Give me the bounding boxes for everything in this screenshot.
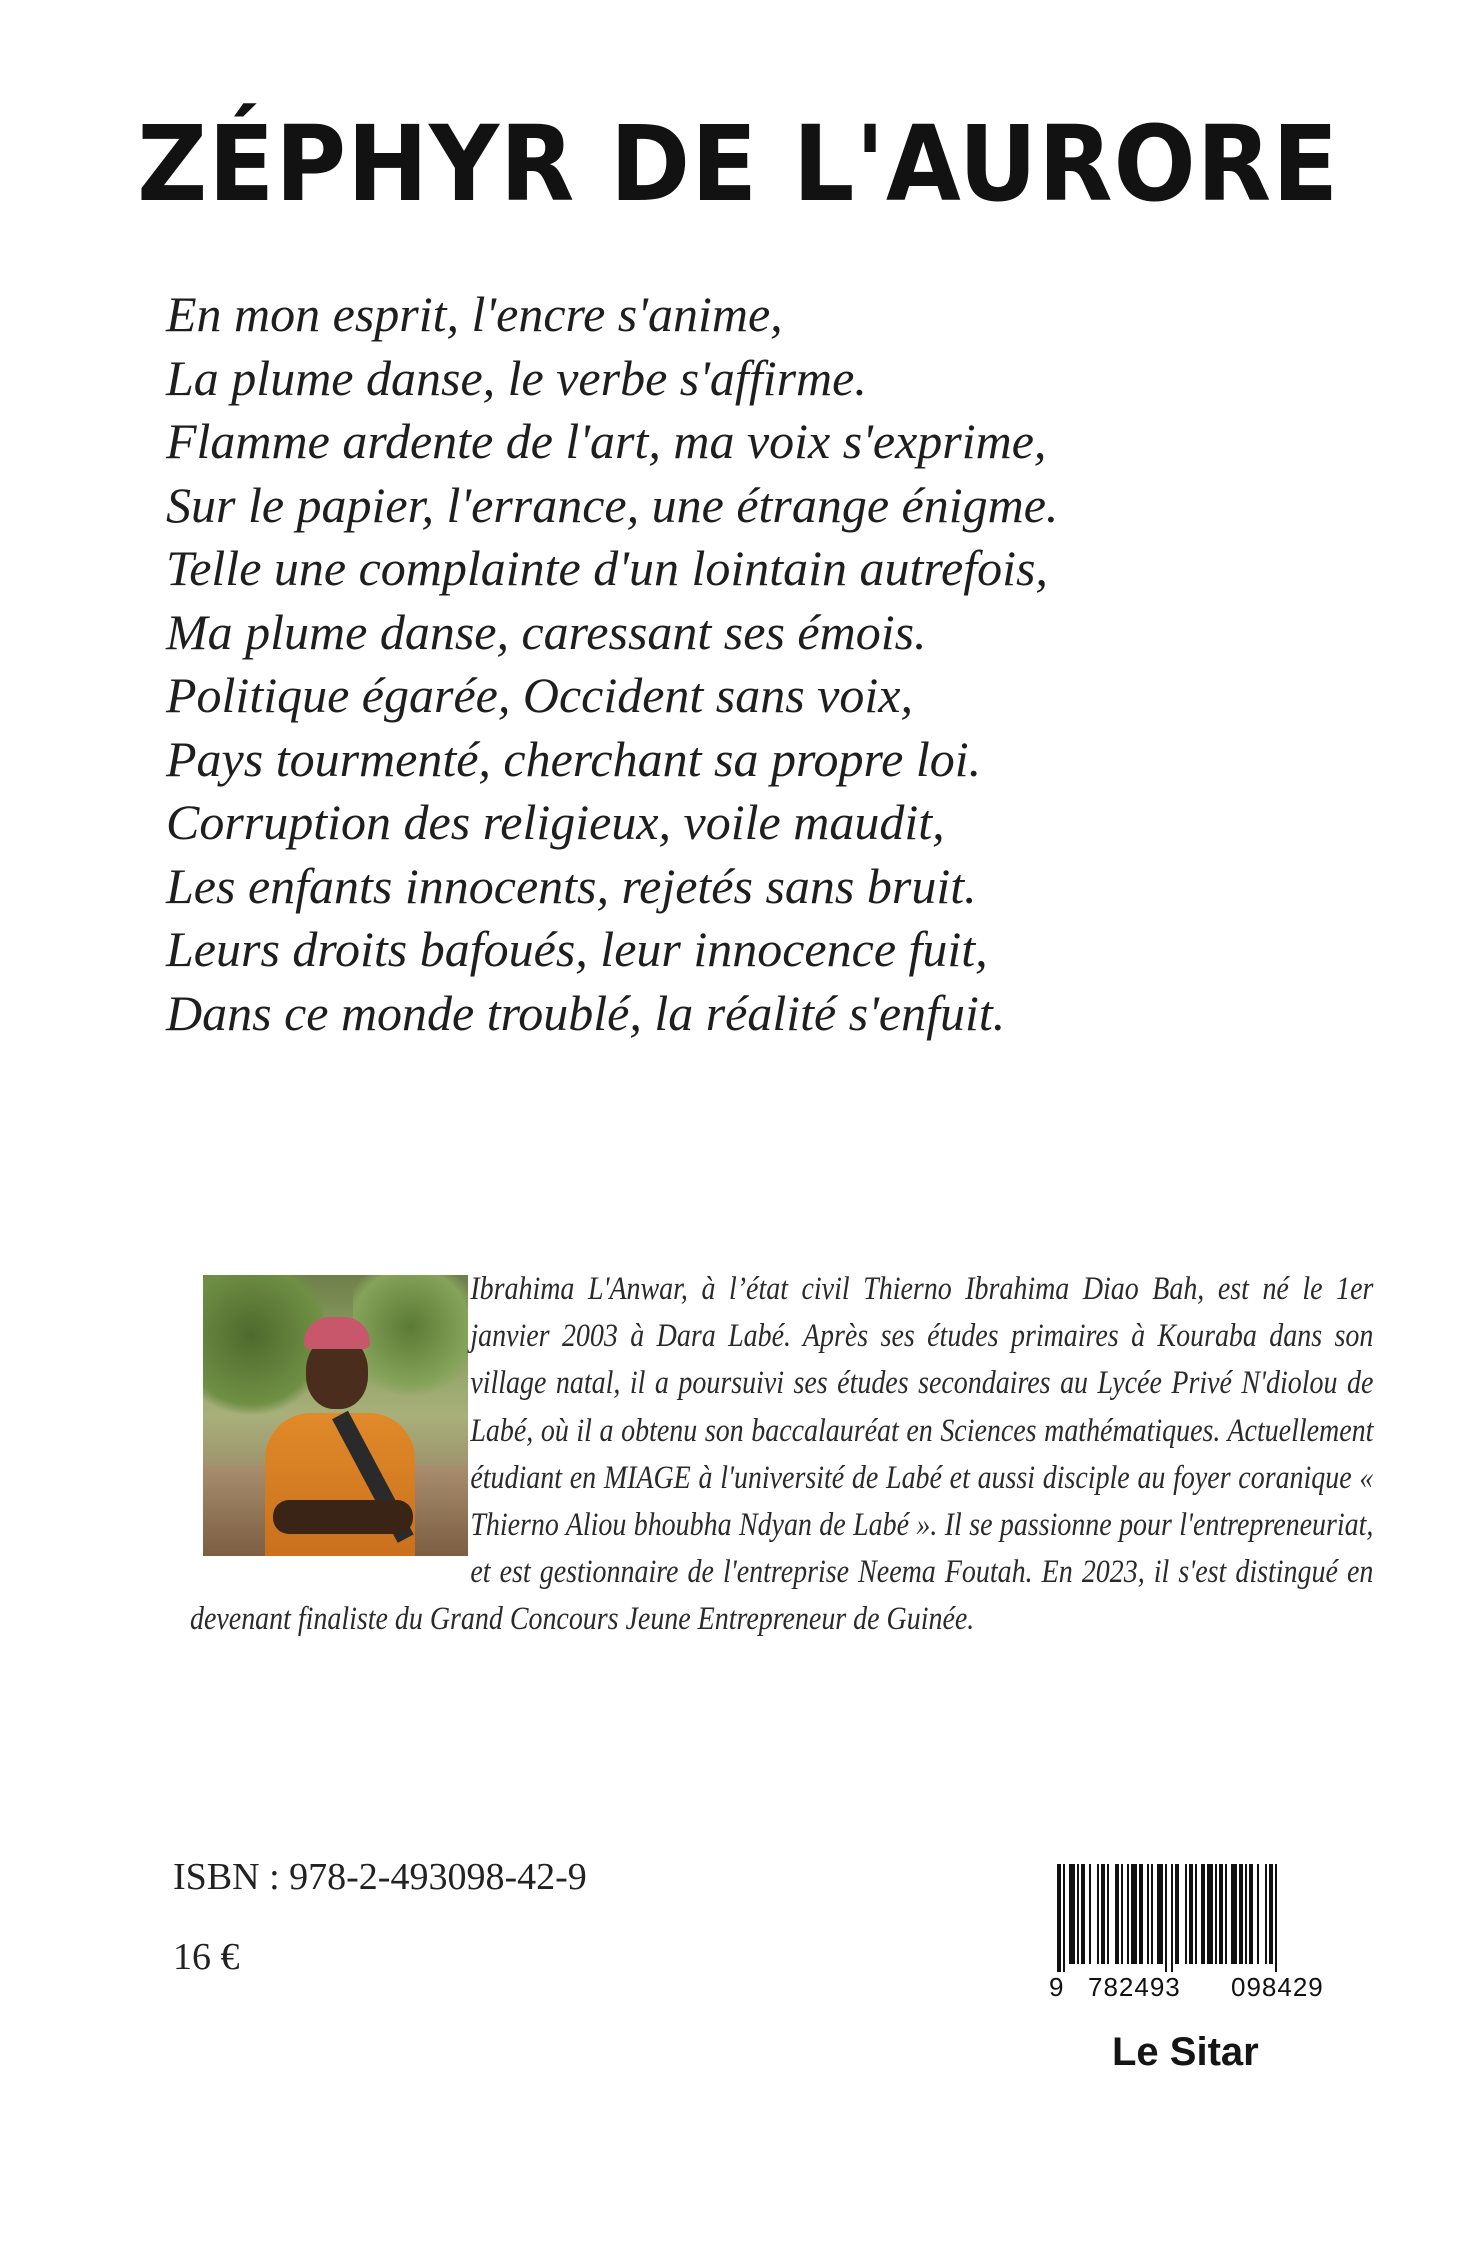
- barcode-bar: [1139, 1864, 1143, 1964]
- barcode-bar: [1069, 1864, 1075, 1964]
- barcode-bar: [1275, 1864, 1277, 1976]
- barcode-bar: [1185, 1864, 1187, 1964]
- barcode-bar: [1151, 1864, 1153, 1964]
- barcode-bar: [1131, 1864, 1137, 1964]
- barcode-bar: [1265, 1864, 1267, 1964]
- barcode-bar: [1195, 1864, 1197, 1964]
- barcode-bar: [1107, 1864, 1109, 1964]
- poem-line: Pays tourmenté, cherchant sa propre loi.: [166, 730, 982, 787]
- poem-line: Sur le papier, l'errance, une étrange énigme.: [166, 476, 1059, 533]
- barcode-bar: [1057, 1864, 1061, 1976]
- barcode-bar: [1225, 1864, 1227, 1964]
- barcode-bar: [1063, 1864, 1065, 1976]
- barcode-bar: [1175, 1864, 1179, 1964]
- barcode-bar: [1147, 1864, 1149, 1964]
- barcode-bar: [1097, 1864, 1099, 1964]
- poem-line: Dans ce monde troublé, la réalité s'enfuit.: [166, 984, 1006, 1041]
- poem-line: Telle une complainte d'un lointain autrefois,: [166, 540, 1048, 596]
- barcode-bar: [1239, 1864, 1243, 1964]
- price: 16 €: [173, 1936, 240, 1978]
- barcode-bar: [1249, 1864, 1253, 1964]
- barcode-bar: [1121, 1864, 1123, 1964]
- barcode-digits-left: 782493: [1088, 1972, 1181, 2002]
- poem-line: Les enfants innocents, rejetés sans bruit.: [166, 857, 977, 914]
- poem-block: [166, 283, 1366, 1045]
- barcode: [1043, 1864, 1361, 2014]
- author-bio-text: Ibrahima L'Anwar, à l’état civil Thierno Ibrahima Diao Bah, est né le 1er janvier 2003 à Dara Labé. Après ses études primaires à Kouraba dans son village natal, il a poursuivi ses études secondaires au Lycée Privé N'diolou de Labé, où il a obtenu son baccalauréat en Sciences mathématiques. Actuellement étudiant en MIAGE à l'université de Labé et aussi disciple au foyer coranique « Thierno Aliou bhoubha Ndyan de Labé ». Il se passionne pour l'entrepreneuriat, et est gestionnaire de l'entreprise Neema Foutah. En 2023, il s'est distingué en devenant finaliste du Grand Concours Jeune Entrepreneur de Guinée.: [190, 1271, 1374, 1638]
- poem-line: Politique égarée, Occident sans voix,: [166, 667, 913, 723]
- barcode-bar: [1081, 1864, 1085, 1964]
- barcode-bar: [1201, 1864, 1205, 1964]
- barcode-bar: [1157, 1864, 1163, 1964]
- poem-line: La plume danse, le verbe s'affirme.: [166, 349, 867, 406]
- barcode-bar: [1215, 1864, 1217, 1964]
- barcode-bar: [1101, 1864, 1105, 1964]
- poem-line: Ma plume danse, caressant ses émois.: [166, 603, 927, 660]
- barcode-digits-right: 098429: [1231, 1972, 1324, 2002]
- book-title: ZÉPHYR DE L'AURORE: [137, 103, 1340, 225]
- barcode-bar: [1245, 1864, 1247, 1964]
- author-bio: [190, 1266, 1373, 1644]
- poem-line: Leurs droits bafoués, leur innocence fuit,: [166, 921, 988, 977]
- publisher-name: Le Sitar: [1112, 2030, 1259, 2074]
- barcode-bar: [1269, 1864, 1273, 1964]
- barcode-bar: [1189, 1864, 1193, 1964]
- barcode-bar: [1219, 1864, 1223, 1964]
- barcode-bar: [1171, 1864, 1173, 1976]
- barcode-bar: [1257, 1864, 1259, 1964]
- barcode-bar: [1127, 1864, 1129, 1964]
- barcode-bars: [1043, 1864, 1361, 1976]
- barcode-bar: [1115, 1864, 1119, 1964]
- poem-line: Corruption des religieux, voile maudit,: [166, 794, 945, 850]
- barcode-bar: [1165, 1864, 1167, 1976]
- barcode-bar: [1089, 1864, 1091, 1964]
- isbn: ISBN : 978-2-493098-42-9: [173, 1856, 587, 1898]
- barcode-bar: [1207, 1864, 1213, 1964]
- poem-line: En mon esprit, l'encre s'anime,: [166, 286, 783, 342]
- poem-line: Flamme ardente de l'art, ma voix s'exprime,: [166, 413, 1047, 469]
- barcode-digit-first: 9: [1049, 1972, 1065, 2002]
- barcode-bar: [1077, 1864, 1079, 1964]
- barcode-bar: [1231, 1864, 1237, 1964]
